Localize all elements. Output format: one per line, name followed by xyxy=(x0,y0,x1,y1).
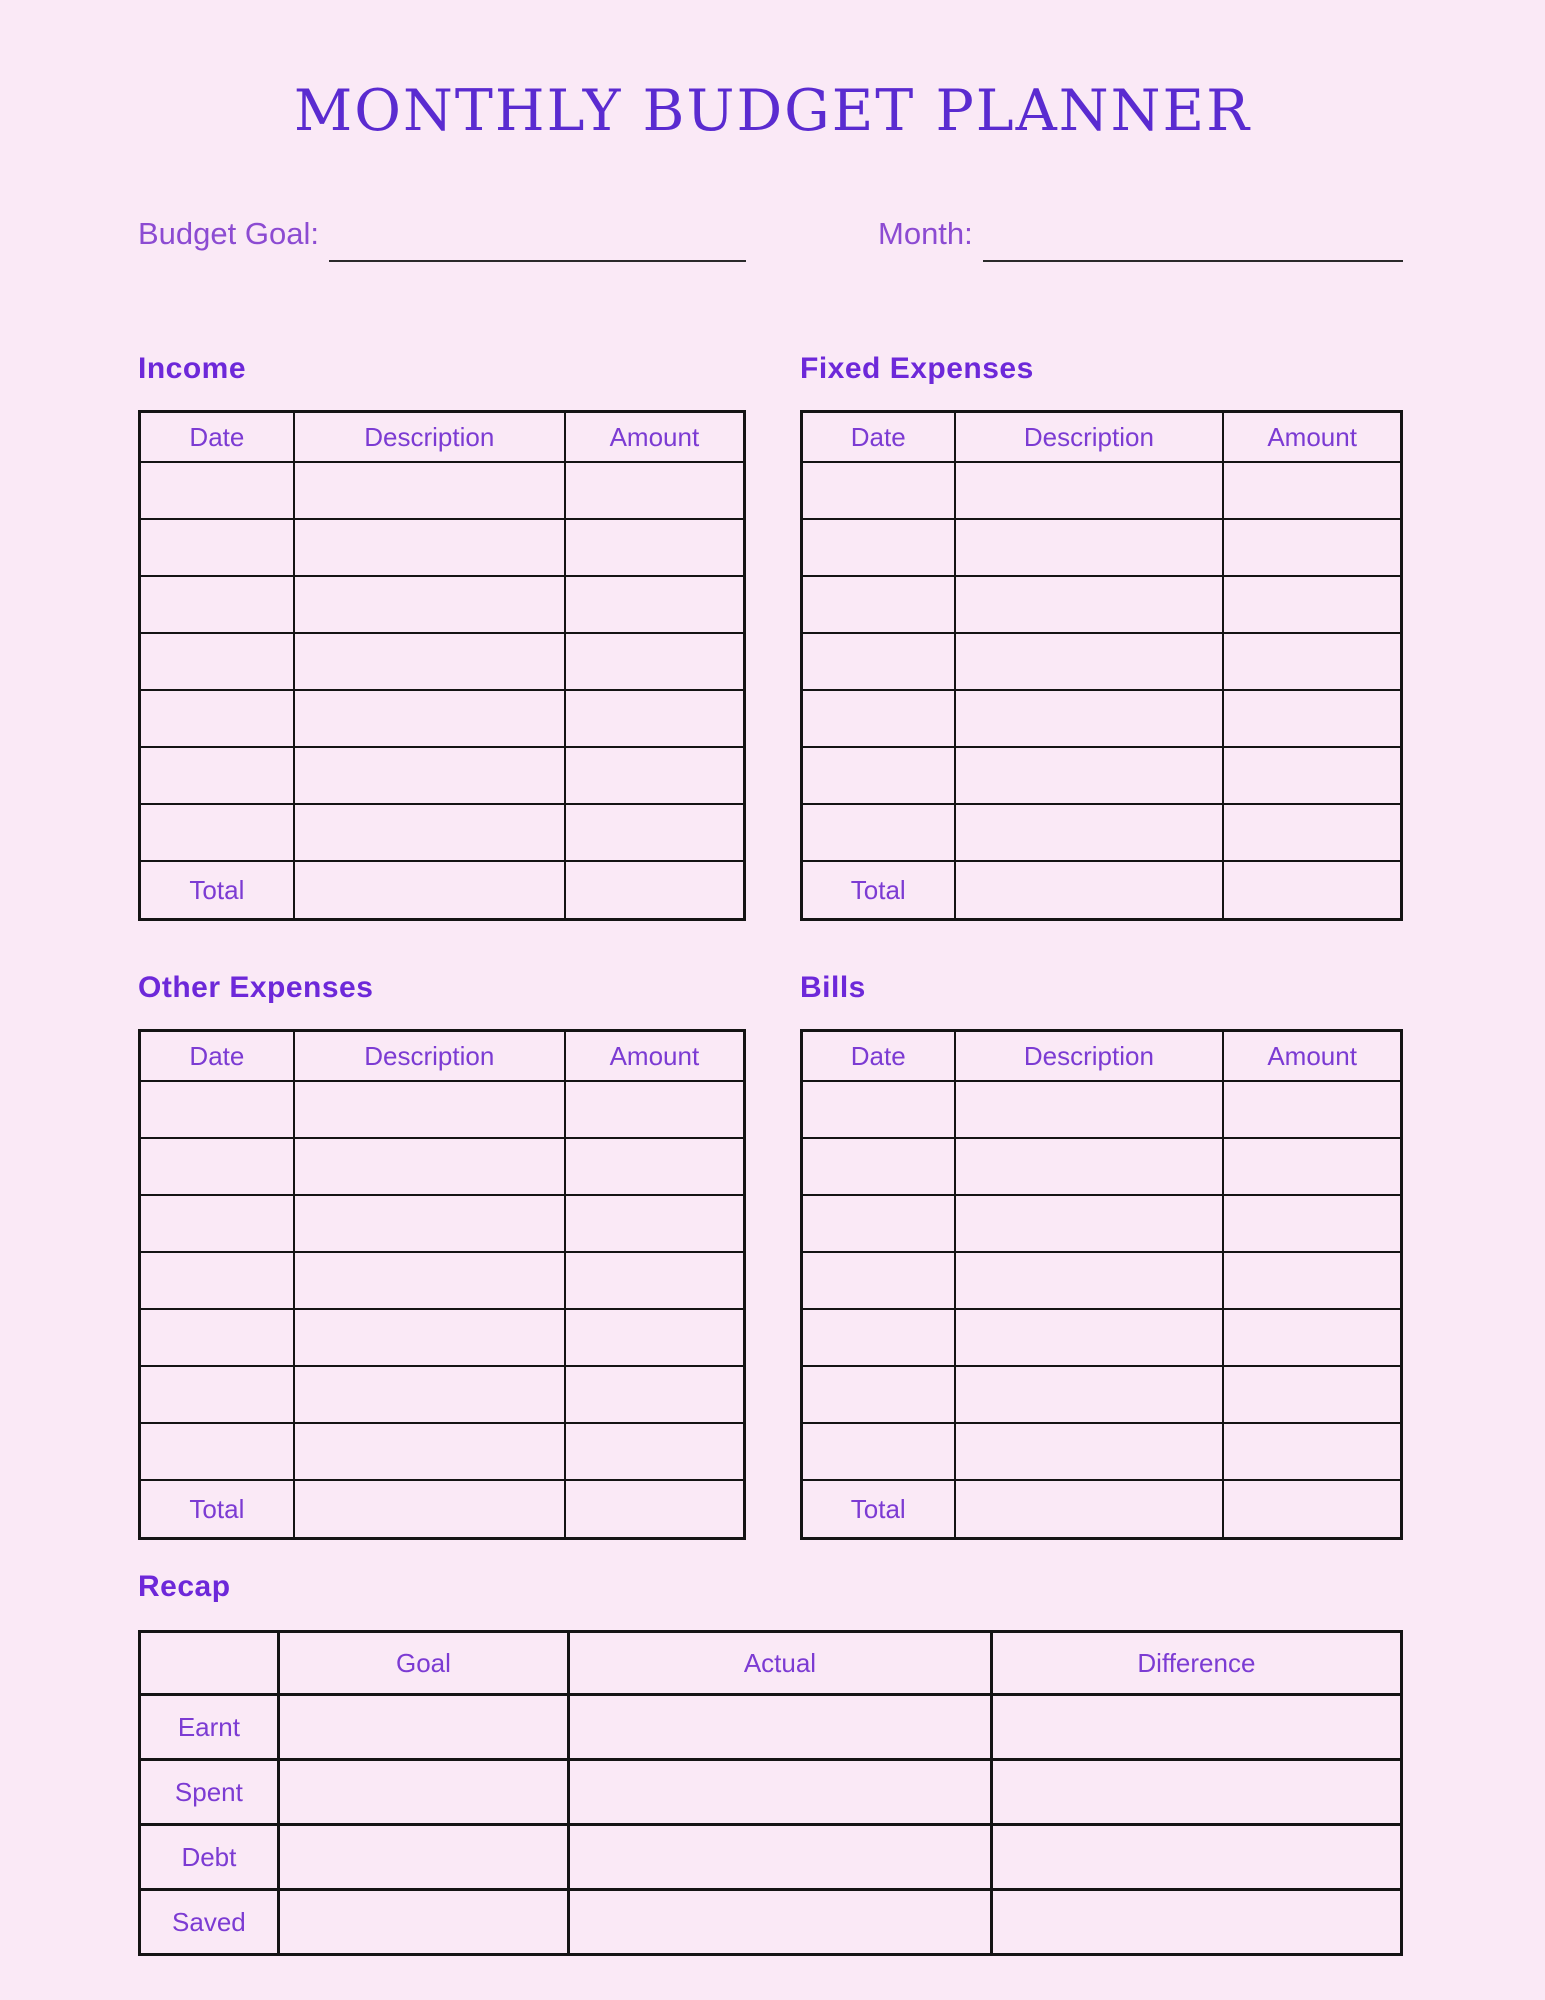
empty-cell[interactable] xyxy=(991,1695,1401,1760)
empty-cell[interactable] xyxy=(140,747,294,804)
empty-cell[interactable] xyxy=(1223,1195,1401,1252)
income-table xyxy=(138,410,746,921)
empty-cell[interactable] xyxy=(955,747,1224,804)
recap-row-label: Debt xyxy=(140,1825,279,1890)
empty-cell[interactable] xyxy=(140,633,294,690)
empty-cell[interactable] xyxy=(1223,1081,1401,1138)
empty-cell[interactable] xyxy=(802,1081,955,1138)
table-row xyxy=(802,747,1402,804)
table-row xyxy=(802,690,1402,747)
total-row xyxy=(140,861,745,920)
empty-cell[interactable] xyxy=(955,633,1224,690)
empty-cell[interactable] xyxy=(140,690,294,747)
empty-cell[interactable] xyxy=(569,1695,992,1760)
col-header-amount: Amount xyxy=(565,412,745,463)
empty-cell[interactable] xyxy=(802,576,955,633)
empty-cell[interactable] xyxy=(955,1480,1224,1539)
total-label: Total xyxy=(140,1480,294,1539)
col-header-amount: Amount xyxy=(1223,1031,1401,1082)
total-row xyxy=(802,1480,1402,1539)
empty-cell[interactable] xyxy=(278,1760,568,1825)
empty-cell[interactable] xyxy=(569,1825,992,1890)
empty-cell[interactable] xyxy=(140,519,294,576)
empty-cell[interactable] xyxy=(565,1423,745,1480)
empty-cell[interactable] xyxy=(140,576,294,633)
empty-cell[interactable] xyxy=(565,1366,745,1423)
col-header-description: Description xyxy=(294,412,565,463)
empty-cell[interactable] xyxy=(955,1138,1224,1195)
empty-cell[interactable] xyxy=(565,1195,745,1252)
empty-cell[interactable] xyxy=(1223,861,1401,920)
empty-cell[interactable] xyxy=(1223,1138,1401,1195)
empty-cell[interactable] xyxy=(294,1366,565,1423)
empty-cell[interactable] xyxy=(565,633,745,690)
section-income xyxy=(138,352,746,921)
section-other-expenses xyxy=(138,971,746,1540)
table-row xyxy=(140,1195,745,1252)
empty-cell[interactable] xyxy=(140,462,294,519)
section-title-recap: Recap xyxy=(138,1570,231,1603)
col-header-date: Date xyxy=(802,412,955,463)
empty-cell[interactable] xyxy=(955,861,1224,920)
recap-header-row xyxy=(140,1632,1402,1695)
empty-cell[interactable] xyxy=(802,804,955,861)
table-row xyxy=(802,1252,1402,1309)
header-row xyxy=(802,1031,1402,1082)
empty-cell[interactable] xyxy=(802,519,955,576)
table-row xyxy=(140,1138,745,1195)
col-header-date: Date xyxy=(802,1031,955,1082)
recap-row-spent xyxy=(140,1760,1402,1825)
empty-cell[interactable] xyxy=(802,1423,955,1480)
empty-cell[interactable] xyxy=(294,690,565,747)
empty-cell[interactable] xyxy=(1223,690,1401,747)
recap-row-label: Saved xyxy=(140,1890,279,1955)
empty-cell[interactable] xyxy=(1223,1252,1401,1309)
empty-cell[interactable] xyxy=(278,1890,568,1955)
recap-col-goal: Goal xyxy=(278,1632,568,1695)
empty-cell[interactable] xyxy=(955,1309,1224,1366)
empty-cell[interactable] xyxy=(565,1480,745,1539)
empty-cell[interactable] xyxy=(565,1081,745,1138)
empty-cell[interactable] xyxy=(565,1309,745,1366)
empty-cell[interactable] xyxy=(802,1309,955,1366)
empty-cell[interactable] xyxy=(802,1138,955,1195)
empty-cell[interactable] xyxy=(1223,1423,1401,1480)
empty-cell[interactable] xyxy=(140,1423,294,1480)
col-header-description: Description xyxy=(955,1031,1224,1082)
table-row xyxy=(140,1252,745,1309)
bills-table xyxy=(800,1029,1403,1540)
table-row xyxy=(140,690,745,747)
col-header-amount: Amount xyxy=(565,1031,745,1082)
empty-cell[interactable] xyxy=(278,1825,568,1890)
empty-cell[interactable] xyxy=(1223,1309,1401,1366)
empty-cell[interactable] xyxy=(802,462,955,519)
section-title-income: Income xyxy=(138,352,247,385)
empty-cell[interactable] xyxy=(278,1695,568,1760)
total-row xyxy=(140,1480,745,1539)
col-header-amount: Amount xyxy=(1223,412,1401,463)
budget-goal-label: Budget Goal: xyxy=(138,216,319,251)
empty-cell[interactable] xyxy=(140,1138,294,1195)
col-header-description: Description xyxy=(294,1031,565,1082)
empty-cell[interactable] xyxy=(140,1366,294,1423)
empty-cell[interactable] xyxy=(565,519,745,576)
table-row xyxy=(140,1081,745,1138)
tables-grid xyxy=(0,352,1545,1540)
empty-cell[interactable] xyxy=(294,747,565,804)
empty-cell[interactable] xyxy=(955,1366,1224,1423)
empty-cell[interactable] xyxy=(955,576,1224,633)
recap-table xyxy=(138,1630,1403,1956)
empty-cell[interactable] xyxy=(955,690,1224,747)
col-header-date: Date xyxy=(140,1031,294,1082)
empty-cell[interactable] xyxy=(991,1825,1401,1890)
empty-cell[interactable] xyxy=(565,690,745,747)
table-row xyxy=(802,1366,1402,1423)
empty-cell[interactable] xyxy=(140,1195,294,1252)
empty-cell[interactable] xyxy=(1223,462,1401,519)
empty-cell[interactable] xyxy=(565,1138,745,1195)
table-row xyxy=(140,576,745,633)
total-label: Total xyxy=(802,1480,955,1539)
empty-cell[interactable] xyxy=(140,1309,294,1366)
empty-cell[interactable] xyxy=(802,690,955,747)
col-header-date: Date xyxy=(140,412,294,463)
empty-cell[interactable] xyxy=(294,1480,565,1539)
empty-cell[interactable] xyxy=(565,462,745,519)
recap-col-difference: Difference xyxy=(991,1632,1401,1695)
recap-col-actual: Actual xyxy=(569,1632,992,1695)
table-row xyxy=(802,462,1402,519)
table-row xyxy=(802,1309,1402,1366)
section-title-other-expenses: Other Expenses xyxy=(138,971,374,1004)
table-row xyxy=(802,1138,1402,1195)
section-bills xyxy=(800,971,1403,1540)
total-label: Total xyxy=(802,861,955,920)
table-row xyxy=(140,804,745,861)
other-expenses-table xyxy=(138,1029,746,1540)
empty-cell[interactable] xyxy=(294,462,565,519)
empty-cell[interactable] xyxy=(294,1423,565,1480)
empty-cell[interactable] xyxy=(294,1309,565,1366)
empty-cell[interactable] xyxy=(802,633,955,690)
col-header-description: Description xyxy=(955,412,1224,463)
empty-cell[interactable] xyxy=(565,747,745,804)
section-fixed-expenses xyxy=(800,352,1403,921)
empty-cell[interactable] xyxy=(569,1890,992,1955)
empty-cell[interactable] xyxy=(955,1252,1224,1309)
table-row xyxy=(140,519,745,576)
empty-cell[interactable] xyxy=(294,861,565,920)
empty-cell[interactable] xyxy=(294,1252,565,1309)
page-title: MONTHLY BUDGET PLANNER xyxy=(293,78,1252,144)
header-row xyxy=(140,1031,745,1082)
empty-cell[interactable] xyxy=(294,576,565,633)
table-row xyxy=(140,747,745,804)
empty-cell[interactable] xyxy=(802,1252,955,1309)
recap-row-debt xyxy=(140,1825,1402,1890)
table-row xyxy=(802,1081,1402,1138)
month-input-line[interactable] xyxy=(983,214,1403,262)
recap-row-label: Earnt xyxy=(140,1695,279,1760)
empty-cell[interactable] xyxy=(565,1252,745,1309)
table-row xyxy=(140,462,745,519)
empty-cell[interactable] xyxy=(565,576,745,633)
table-row xyxy=(140,1366,745,1423)
budget-goal-input-line[interactable] xyxy=(329,214,746,262)
empty-cell[interactable] xyxy=(294,1138,565,1195)
total-row xyxy=(802,861,1402,920)
empty-cell[interactable] xyxy=(955,804,1224,861)
table-row xyxy=(140,1309,745,1366)
header-row xyxy=(802,412,1402,463)
table-row xyxy=(802,633,1402,690)
section-recap xyxy=(0,1570,1545,1956)
empty-cell[interactable] xyxy=(140,804,294,861)
empty-cell[interactable] xyxy=(565,861,745,920)
table-row xyxy=(802,1423,1402,1480)
empty-cell[interactable] xyxy=(802,1195,955,1252)
header-fields xyxy=(0,214,1545,262)
section-title-fixed-expenses: Fixed Expenses xyxy=(800,352,1034,385)
empty-cell[interactable] xyxy=(140,1081,294,1138)
empty-cell[interactable] xyxy=(294,519,565,576)
empty-cell[interactable] xyxy=(1223,519,1401,576)
empty-cell[interactable] xyxy=(569,1760,992,1825)
recap-corner-cell xyxy=(140,1632,279,1695)
empty-cell[interactable] xyxy=(1223,1366,1401,1423)
recap-row-saved xyxy=(140,1890,1402,1955)
empty-cell[interactable] xyxy=(955,1423,1224,1480)
empty-cell[interactable] xyxy=(294,1195,565,1252)
table-row xyxy=(802,519,1402,576)
empty-cell[interactable] xyxy=(802,1366,955,1423)
empty-cell[interactable] xyxy=(1223,747,1401,804)
empty-cell[interactable] xyxy=(955,1195,1224,1252)
table-row xyxy=(802,1195,1402,1252)
table-row xyxy=(802,576,1402,633)
month-field xyxy=(878,214,1403,262)
empty-cell[interactable] xyxy=(565,804,745,861)
month-label: Month: xyxy=(878,216,973,251)
table-row xyxy=(140,633,745,690)
empty-cell[interactable] xyxy=(1223,633,1401,690)
recap-row-earnt xyxy=(140,1695,1402,1760)
recap-row-label: Spent xyxy=(140,1760,279,1825)
empty-cell[interactable] xyxy=(991,1890,1401,1955)
empty-cell[interactable] xyxy=(955,1081,1224,1138)
empty-cell[interactable] xyxy=(955,462,1224,519)
empty-cell[interactable] xyxy=(955,519,1224,576)
empty-cell[interactable] xyxy=(991,1760,1401,1825)
empty-cell[interactable] xyxy=(1223,1480,1401,1539)
table-row xyxy=(140,1423,745,1480)
empty-cell[interactable] xyxy=(1223,804,1401,861)
empty-cell[interactable] xyxy=(802,747,955,804)
empty-cell[interactable] xyxy=(294,633,565,690)
section-title-bills: Bills xyxy=(800,971,866,1004)
empty-cell[interactable] xyxy=(294,804,565,861)
fixed-expenses-table xyxy=(800,410,1403,921)
header-row xyxy=(140,412,745,463)
total-label: Total xyxy=(140,861,294,920)
table-row xyxy=(802,804,1402,861)
budget-goal-field xyxy=(138,214,746,262)
empty-cell[interactable] xyxy=(1223,576,1401,633)
empty-cell[interactable] xyxy=(294,1081,565,1138)
empty-cell[interactable] xyxy=(140,1252,294,1309)
